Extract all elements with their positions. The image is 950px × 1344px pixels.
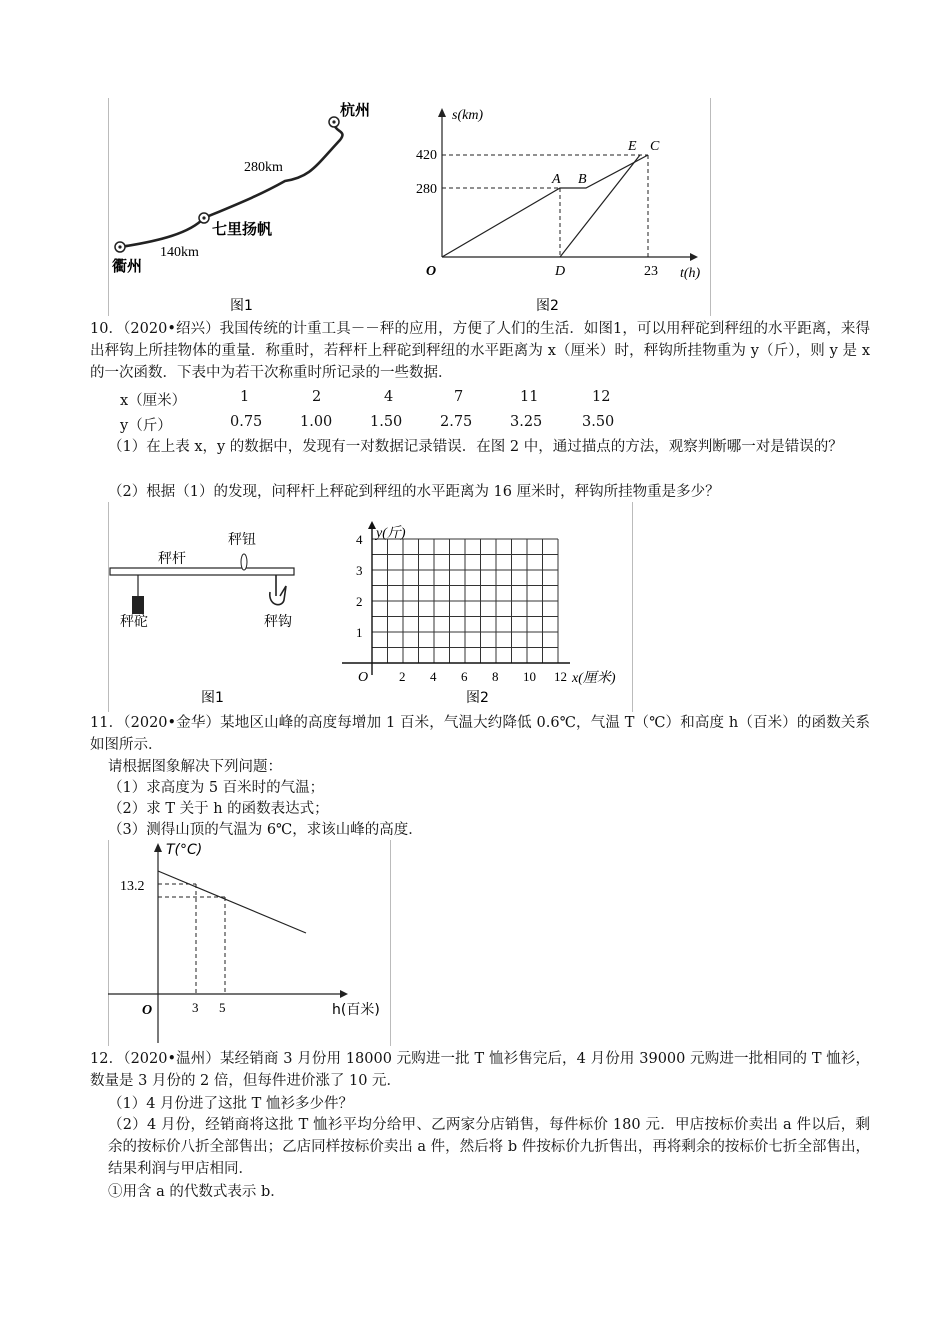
origin-o: O — [358, 670, 369, 685]
distance-lower: 140km — [160, 245, 199, 260]
q10-y-cell: 1.50 — [370, 414, 403, 430]
q10-x-header: x（厘米） — [120, 393, 187, 409]
city-qilixiangfan: 七里扬帆 — [212, 220, 273, 238]
label-niu: 秤钮 — [228, 532, 256, 548]
q9-fig2-caption: 图2 — [536, 298, 559, 314]
steelyard-beam — [110, 568, 294, 575]
y-tick-label: 1 — [356, 625, 363, 640]
q11-prompt: 请根据图象解决下列问题： — [108, 759, 282, 775]
q9-distance-time-graph — [416, 108, 701, 281]
tick-23: 23 — [644, 264, 658, 279]
label-tuo: 秤砣 — [120, 614, 148, 630]
x-tick-label: 6 — [461, 669, 468, 684]
q11-part3: （3）测得山顶的气温为 6℃，求该山峰的高度． — [108, 822, 423, 838]
q10-y-cell: 0.75 — [230, 414, 263, 430]
q12-intro: 12．（2020•温州）某经销商 3 月份用 18000 元购进一批 T 恤衫售完后，4 月份用 39000 元购进一批相同的 T 恤衫，数量是 3 月份的 2 倍，但每件进价涨了 10 元． — [90, 1051, 870, 1089]
q10-part2: （2）根据（1）的发现，问秤杆上秤砣到秤纽的水平距离为 16 厘米时，秤钩所挂物重是多少？ — [108, 484, 720, 500]
q10-y-cell: 2.75 — [440, 414, 473, 430]
temperature-line — [158, 871, 306, 933]
label-ganggan: 秤杆 — [158, 551, 186, 567]
tick-5: 5 — [219, 1000, 226, 1015]
q12-part1: （1）4 月份进了这批 T 恤衫多少件？ — [108, 1096, 353, 1112]
q10-x-cell: 1 — [240, 389, 250, 405]
q9-fig1-caption: 图1 — [230, 298, 253, 314]
steelyard-knob — [241, 554, 247, 570]
t-axis-label: t(h) — [680, 266, 701, 281]
y-tick-label: 4 — [356, 532, 363, 547]
q10-y-cell: 3.25 — [510, 414, 543, 430]
x-tick-label: 10 — [523, 669, 536, 684]
steelyard-hook — [270, 575, 286, 605]
point-a: A — [552, 172, 561, 187]
q10-y-cell: 3.50 — [582, 414, 615, 430]
q10-intro: 10．（2020•绍兴）我国传统的计重工具－－秤的应用，方便了人们的生活．如图1，可以用秤砣到秤纽的水平距离，来得出秤钩上所挂物体的重量．称重时，若秤杆上秤砣到秤纽的水平距离为 x（厘米）时，秤钩所挂物重为 y（斤），则 y 是 x 的一次函数．下表中为若干次称重时所记录的一些数据． — [90, 321, 870, 381]
point-d: D — [555, 264, 566, 279]
q9-figures — [100, 95, 720, 317]
q10-y-header: y（斤） — [120, 418, 172, 434]
q10-coordinate-grid — [342, 521, 616, 686]
q10-fig2-caption: 图2 — [466, 690, 489, 706]
q10-x-cell: 12 — [592, 389, 611, 405]
q12-sub1: ①用含 a 的代数式表示 b． — [108, 1184, 285, 1200]
q10-steelyard — [110, 532, 294, 630]
origin-o: O — [426, 264, 437, 279]
tick-420: 420 — [416, 148, 437, 163]
q11-part2: （2）求 T 关于 h 的函数表达式； — [108, 801, 329, 817]
q10-x-cell: 11 — [520, 389, 539, 405]
y-axis-label: y(斤) — [376, 526, 406, 541]
tick-280: 280 — [416, 182, 437, 197]
q10-x-cell: 4 — [384, 389, 394, 405]
y-axis-arrow — [368, 521, 376, 529]
origin-o: O — [142, 1003, 153, 1018]
x-tick-label: 8 — [492, 669, 499, 684]
distance-upper: 280km — [244, 160, 283, 175]
q10-x-cell: 2 — [312, 389, 322, 405]
q10-figures — [100, 500, 640, 712]
q12-part2: （2）4 月份，经销商将这批 T 恤衫平均分给甲、乙两家分店销售，每件标价 180 元．甲店按标价卖出 a 件以后，剩余的按标价八折全部售出；乙店同样按标价卖出 a 件，然后将 b 件按标价九折售出，再将剩余的按标价七折全部售出，结果利润与甲店相同． — [108, 1117, 870, 1177]
q10-y-cell: 1.00 — [300, 414, 333, 430]
x-tick-label: 4 — [430, 669, 437, 684]
tick-13-2: 13.2 — [120, 879, 145, 894]
q10-part1: （1）在上表 x，y 的数据中，发现有一对数据记录错误．在图 2 中，通过描点的方法，观察判断哪一对是错误的？ — [108, 439, 843, 455]
label-gou: 秤钩 — [264, 614, 292, 630]
x-tick-label: 2 — [399, 669, 406, 684]
point-b: B — [578, 172, 587, 187]
s-axis-label: s(km) — [452, 108, 484, 123]
x-tick-label: 12 — [554, 669, 567, 684]
q11-part1: （1）求高度为 5 百米时的气温； — [108, 780, 325, 796]
h-axis-label: h(百米) — [332, 1002, 380, 1018]
q10-fig1-caption: 图1 — [201, 690, 224, 706]
point-e: E — [628, 139, 637, 154]
point-c: C — [650, 139, 660, 154]
city-hangzhou: 杭州 — [340, 101, 371, 119]
y-tick-label: 2 — [356, 594, 363, 609]
q11-temperature-graph — [100, 838, 400, 1048]
t-axis-label: T(°C) — [166, 842, 203, 858]
tick-3: 3 — [192, 1000, 199, 1015]
y-tick-label: 3 — [356, 563, 363, 578]
steelyard-weight — [132, 596, 144, 614]
q11-intro: 11．（2020•金华）某地区山峰的高度每增加 1 百米，气温大约降低 0.6℃，气温 T（℃）和高度 h（百米）的函数关系如图所示． — [90, 715, 870, 753]
q9-route-map — [112, 101, 370, 275]
city-quzhou: 衢州 — [112, 257, 143, 275]
q10-x-cell: 7 — [454, 389, 464, 405]
x-axis-label: x(厘米) — [572, 671, 616, 686]
